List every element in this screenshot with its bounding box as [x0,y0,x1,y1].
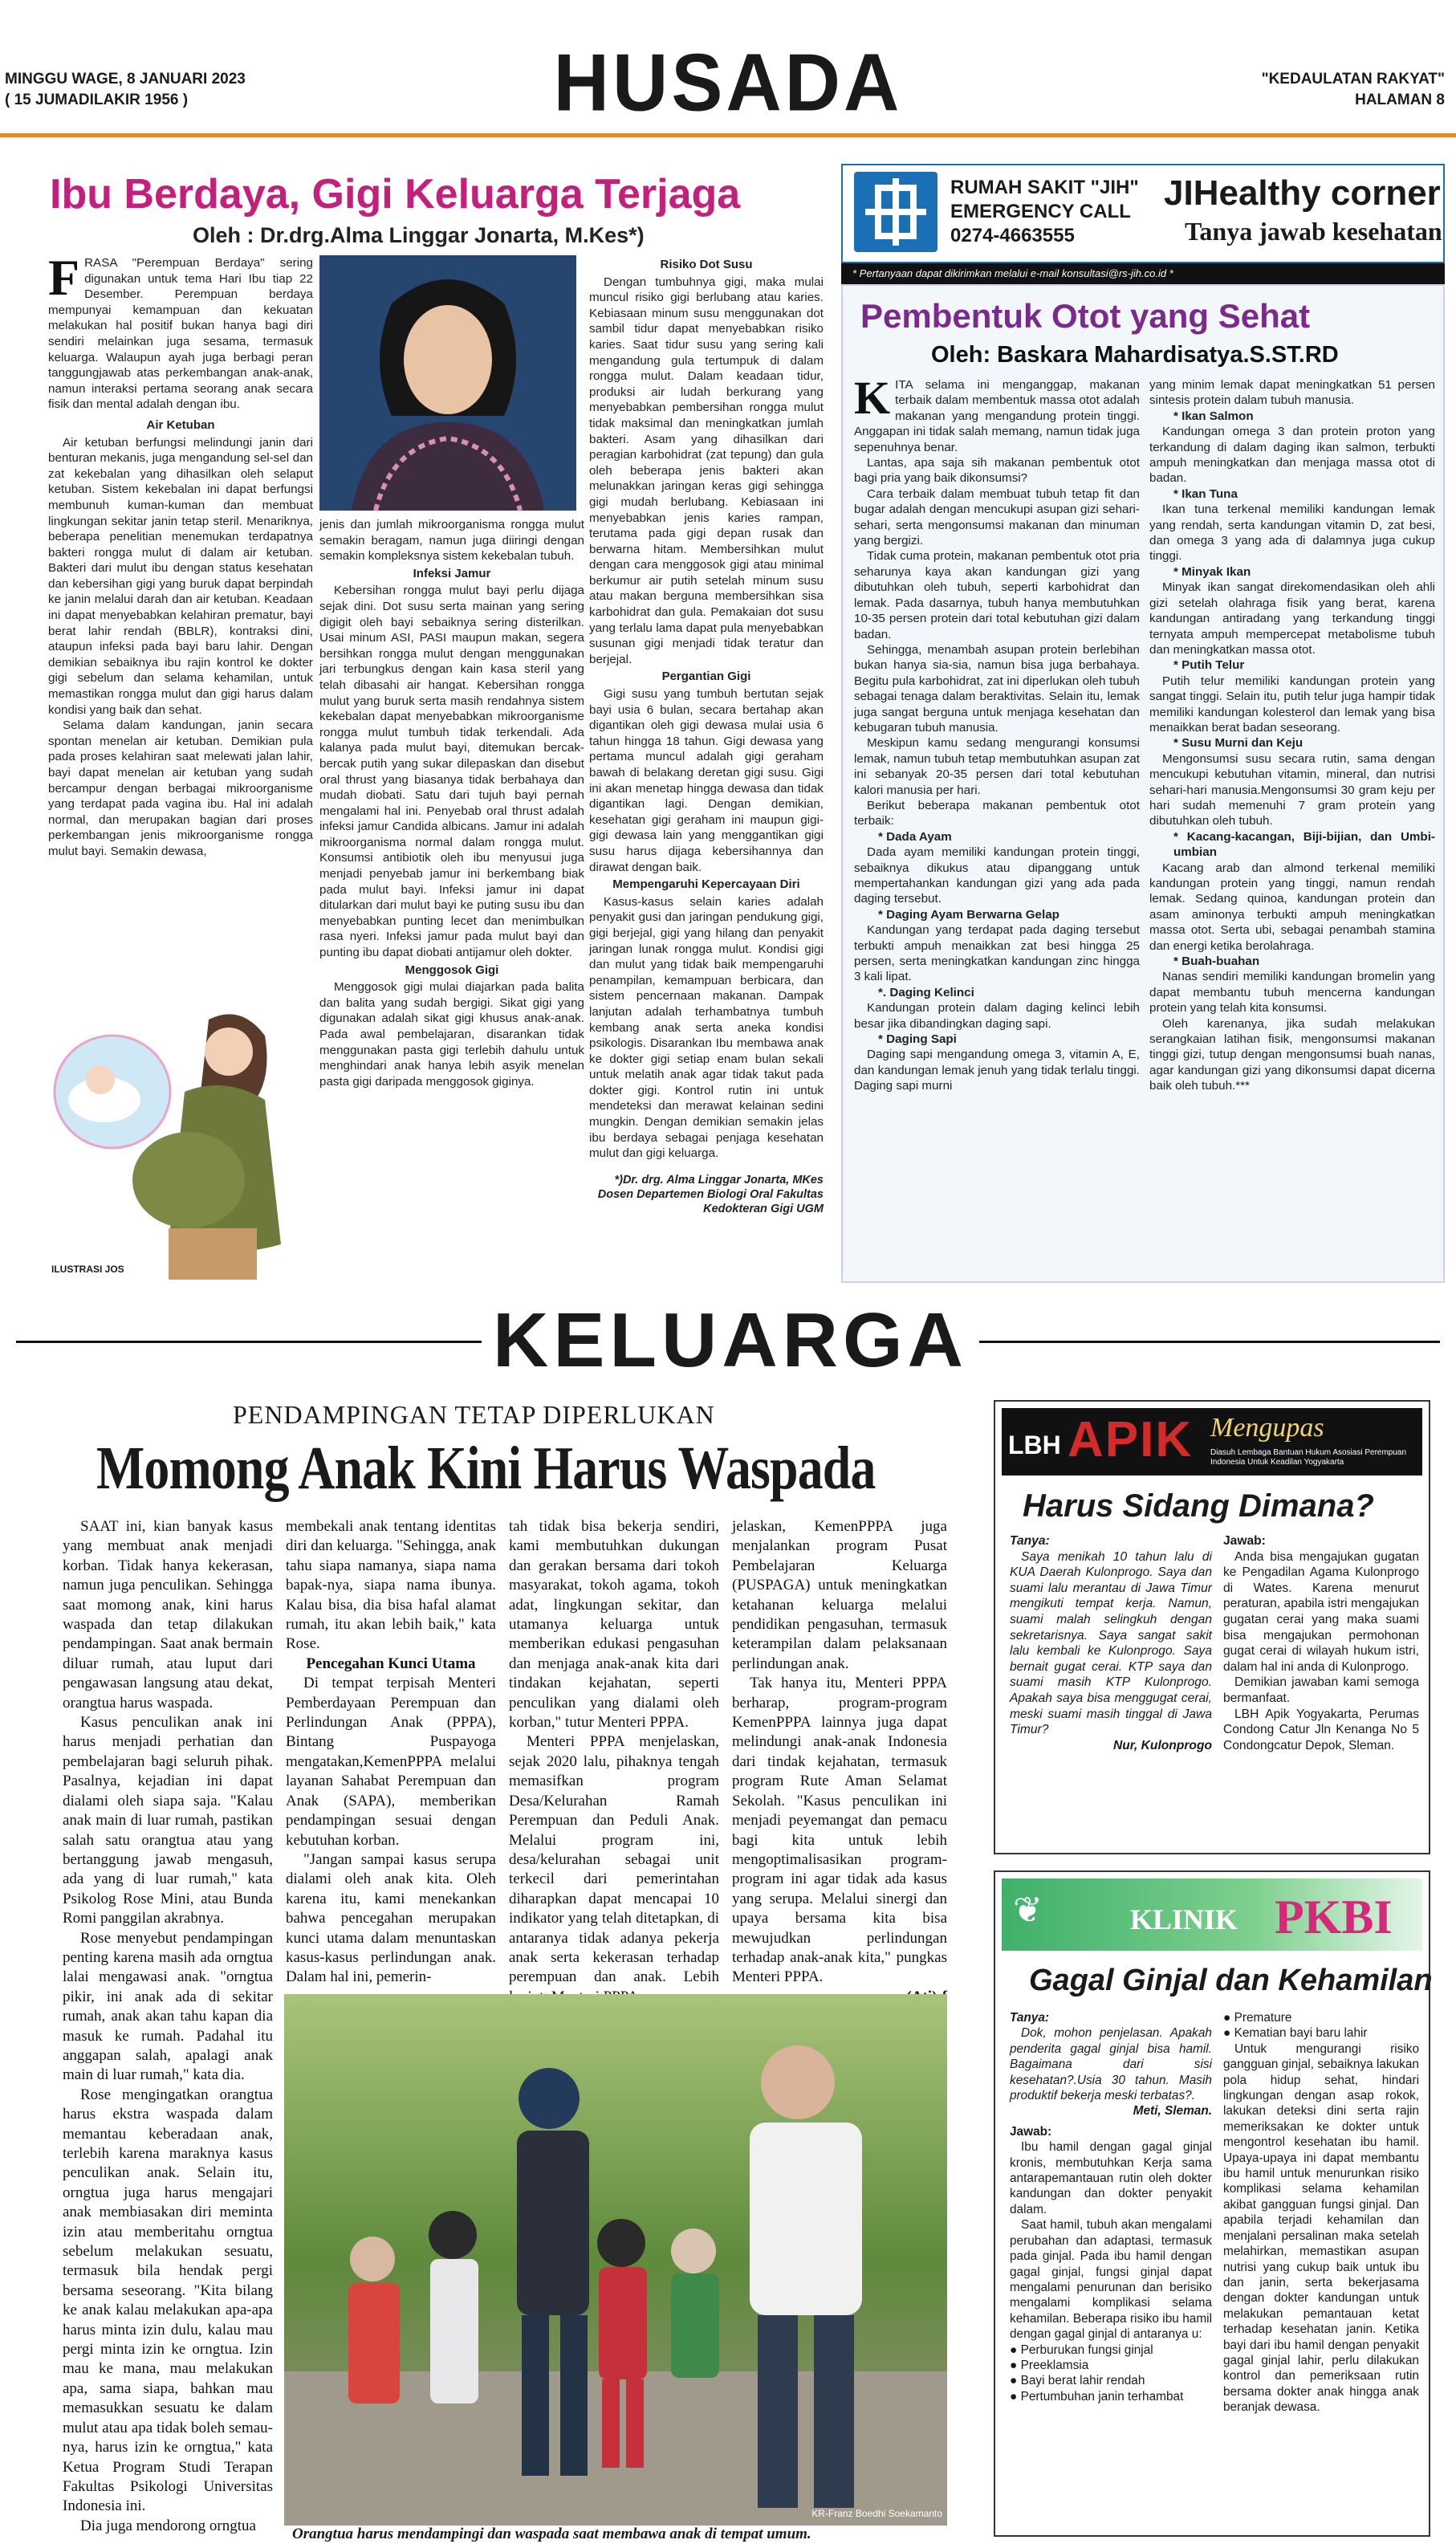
paragraph: Cara terbaik dalam membuat tubuh tetap fit dan bugar adalah dengan mencukupi asupan gizi sehari-sehari, serta mengonsumsi makanan dan minuman yang bergizi. [854,486,1140,548]
author-photo [319,255,576,511]
paragraph: yang minim lemak dapat meningkatkan 51 persen sintesis protein dalam tubuh manusia. [1149,378,1435,408]
jih-hospital-name: RUMAH SAKIT "JIH" [950,177,1139,198]
apik-question [1010,1533,1212,1846]
apik-logo: APIK [1068,1412,1194,1467]
paragraph: Air ketuban berfungsi melindungi janin dari benturan mekanis, juga mengandung sel-sel dan zat kekebalan yang dihasilkan oleh selaput ketuban. Sistem kekebalan ini dapat berfungsi membunuh kuman-kuman dan membuat lingkungan sekitar janin tetap steril. Menariknya, beberapa penelitian menemukan terdapatnya bakteri rongga mulut di dalam air ketuban. Bakteri dari mulut ibu dengan status kesehatan dan kebersihan gigi yang buruk dapat berpindah ke janin melalui darah dan air ketuban. Keadaan ini dapat menyebabkan kelahiran prematur, bayi berat lahir rendah (BBLR), kontraksi dini, ataupun infeksi pada bayi baru lahir. Dengan demikian sebaiknya ibu rajin kontrol ke dokter gigi sebelum dan selama kehamilan, untuk memastikan rongga mulut dan gigi harus dalam kondisi yang baik dan sehat. [48,435,313,717]
subhead: * Susu Murni dan Keju [1173,736,1303,751]
apik-asuhan: Diasuh Lembaga Bantuan Hukum Asosiasi Perempuan Indonesia Untuk Keadilan Yogyakarta [1210,1448,1407,1467]
subhead-dot-susu: Risiko Dot Susu [660,258,753,271]
section-title: KELUARGA [493,1297,968,1383]
jih-banner [841,164,1445,263]
keluarga-column-3 [509,1517,719,1988]
paragraph: Daging sapi mengandung omega 3, vitamin A, E, dan kandungan lemak jenuh yang tidak terlalu tinggi. Daging sapi murni [854,1048,1140,1093]
header [0,0,1456,143]
paragraph: membekali anak tentang identitas diri dan keluarga. "Sehingga, anak tahu siapa namanya, siapa nama bapak-nya, siapa nama ibunya. Kalau bisa, dia bisa hafal alamat rumah, itu akan lebih baik," kata Rose. [286,1518,496,1653]
subhead-menggosok-gigi: Menggosok Gigi [405,963,499,977]
lead-paragraph: RASA "Perempuan Berdaya" sering digunakan untuk tema Hari Ibu tiap 22 Desember. Perempuan berdaya mempunyai kemampuan dan kekuatan melakukan hal positif bukan hanya bagi diri sendiri melainkan juga sesama, termasuk keluarga. Walaupun ayah juga berbagi peran tanggungjawab atas perkembangan anak-anak, namun interaksi pertama seorang anak secara fisik dan mental adalah dengan ibu. [48,256,313,412]
answer-text: Anda bisa mengajukan gugatan ke Pengadilan Agama Kulonprogo di Wates. Karena menurut peraturan, apabila istri mengajukan gugatan cerai yang maka suami bisa mengajukan permohonan gugat cerai di wilayah hukum istri, dalam hal ini anda di Kulonprogo. [1223,1549,1419,1674]
subhead: * Kacang-kacangan, Biji-bijian, dan Umbi-umbian [1173,829,1435,860]
apik-answer [1223,1533,1419,1846]
bullet-item: ● Pertumbuhan janin terhambat [1010,2389,1184,2404]
pkbi-box [994,1870,1433,2537]
paragraph: Kandungan omega 3 dan protein proton yang terkandung di dalam daging ikan salmon, terbukti ampuh meningkatkan dan menjaga massa otot di badan. [1149,425,1435,486]
paragraph: Tidak cuma protein, makanan pembentuk otot pria seharunya kaya akan kandungan gizi yang dibutuhkan oleh tubuh, seperti karbohidrat dan lemak. Pada dasarnya, tubuh hanya membutuhkan 10-35 persen protein dari total kebutuhan gizi dalam badan. [854,549,1140,641]
drop-cap: K [854,372,891,424]
subhead: * Minyak Ikan [1173,564,1251,579]
photo-park-family [284,1994,947,2526]
subhead-pergantian-gigi: Pergantian Gigi [661,670,751,684]
subhead: * Dada Ayam [878,829,952,844]
question-text: Dok, mohon penjelasan. Apakah penderita gagal ginjal bisa hamil. Bagaimana dari sisi kesehatan?.Usia 30 tahun. Masih produktif bekerja meski terbatas?. [1010,2026,1212,2103]
section-divider-right [979,1341,1440,1343]
bullet-item: ● Kematian bayi baru lahir [1223,2026,1368,2041]
illustration-pregnant-mother [48,987,303,1280]
subhead: * Buah-buahan [1173,954,1260,969]
paragraph: Ikan tuna terkenal memiliki kandungan lemak yang rendah, serta kandungan vitamin D, zat besi, dan omega 3 yang ada di dalamnya juga cukup tinggi. [1149,503,1435,564]
subhead: * Daging Sapi [878,1032,957,1047]
pkbi-klinik: KLINIK [1130,1903,1238,1935]
paragraph: Menggosok gigi mulai diajarkan pada balita dan balita yang sudah bergigi. Sikat gigi yang digunakan adalah sikat gigi khusus anak-anak. Pada awal pembelajaran, disarankan tidak menggunakan pasta gigi terlebih dahulu untuk menghindari anak hanya lebih asyik menelan pasta gigi daripada menggosok giginya. [319,980,584,1089]
paragraph: ITA selama ini menganggap, makanan terbaik dalam membentuk massa otot adalah makanan yang mengandung protein tinggi. Anggapan ini tidak salah memang, namun tidak juga sepenuhnya benar. [854,378,1140,454]
paragraph: Gigi susu yang tumbuh bertutan sejak bayi usia 6 bulan, secara bertahap akan digantikan oleh gigi dewasa mulai usia 6 tahun hingga 18 tahun. Gigi dewasa yang pertama muncul adalah gigi geraham bawah di belakang deretan gigi susu. Gigi ini akan menetap hingga dewasa dan tidak digantikan lagi. Dengan demikian, kesehatan gigi geraham ini maupun gigi-gigi dewasa lain yang menggantikan gigi susu harus dijaga kebersihannya dan dirawat dengan baik. [589,687,824,874]
paragraph: Menteri PPPA menjelaskan, sejak 2020 lalu, pihaknya tengah memasifkan program Desa/Kelurahan Ramah Perempuan dan Peduli Anak. Melalui program ini, desa/kelurahan sebagai unit terkecil dari pemerintahan diharapkan dapat mencapai 10 indikator yang telah ditetapkan, di antaranya tidak adanya pekerja anak serta kekerasan terhadap perempuan dan anak. Lebih [509,1733,719,1986]
pkbi-column-2 [1223,2010,1419,2532]
keluarga-column-4 [732,1517,947,1988]
subhead: * Putih Telur [1173,658,1245,673]
question-label: Tanya: [1010,1534,1050,1548]
author-footnote: *)Dr. drg. Alma Linggar Jonarta, MKes Dosen Departemen Biologi Oral Fakultas Kedokteran Gigi UGM [597,1173,824,1215]
jih-byline: Oleh: Baskara Mahardisatya.S.ST.RD [931,342,1339,368]
article-column-1 [48,249,313,979]
pkbi-ornament-icon: ❦ [1013,1891,1043,1930]
bullet-item: ● Perburukan fungsi ginjal [1010,2342,1153,2357]
jih-health-corner [841,164,1445,1283]
jih-tagline: Tanya jawab kesehatan [1185,217,1442,246]
answer-text: Untuk mengurangi risiko gangguan ginjal, sebaiknya lakukan pola hidup sehat, hindari lingkungan dengan asap rokok, lakukan deteksi dini serta rajin memeriksakan ke dokter untuk mengontrol kesehatan ibu hamil. Upaya-upaya ini dapat membantu ibu hamil untuk menurunkan risiko komplikasi selama kehamilan akibat gangguan fungsi ginjal. Dan apabila terjadi kehamilan dan menjalani persalinan maka setelah melahirkan, memastikan asupan nutrisi yang cukup baik untuk ibu dan janin, serta bekerjasama dengan dokter kandungan untuk melakukan pemantauan ketat terhadap kesehatan janin. Ketika bayi dari ibu hamil dengan penyakit gagal ginjal lahir, perlu dilakukan kontrol dan pemeriksaan rutin bersama dokter anak hingga anak beranjak dewasa. [1223,2041,1419,2415]
issue-hijri: ( 15 JUMADILAKIR 1956 ) [5,92,189,108]
subhead-air-ketuban: Air Ketuban [146,417,215,432]
subhead: * Ikan Salmon [1173,409,1254,423]
paragraph: Kandungan yang terdapat pada daging tersebut terbukti ampuh menaikkan zat besi hingga 25 persen, serta meningkatkan kandungan zinc hingga 3 kali lipat. [854,923,1140,984]
issue-date: MINGGU WAGE, 8 JANUARI 2023 [5,71,246,88]
paragraph: Lantas, apa saja sih makanan pembentuk otot bagi pria yang baik dikonsumsi? [854,456,1140,486]
subhead-kepercayaan-diri: Mempengaruhi Kepercayaan Diri [612,877,800,892]
bullet-item: ● Preeklamsia [1010,2358,1089,2372]
paragraph: Di tempat terpisah Menteri Pemberdayaan Perempuan dan Perlindungan Anak (PPPA), Bintang Puspayoga mengatakan,KemenPPPA melalui layanan Sahabat Perempuan dan Anak (SAPA), memberikan pendampingan sesuai dengan kebutuhan korban. [286,1675,496,1849]
paper-name: "KEDAULATAN RAKYAT" [1261,71,1445,88]
answer-label: Jawab: [1010,2124,1052,2139]
paragraph: Dengan tumbuhnya gigi, maka mulai muncul risiko gigi berlubang atau karies. Kebiasaan minum susu menggunakan dot sambil tidur dapat menyebabkan risiko karies. Saat tidur susu yang sering kali mengandung gula tertumpuk di dalam rongga mulut. Dalam keadaan tidur, produksi air ludah berkurang yang menyebabkan pembersihan rongga mulut tidak maksimal dan meningkatkan jumlah bakteri. Asam yang dihasilkan dari peragian karbohidrat (zat tepung) dan gula oleh beberapa jenis bakteri akan melunakkan jaringan keras gigi sehingga gigi mudah berlubang. Kebiasaan ini menyebabkan jenis karies rampan, terutama pada gigi depan rusak dan berwarna hitam. Membersihkan mulut dengan cara menggosok gigi atau minimal berkumur air putih setelah minum susu atau makan berguna membersihkan sisa karbohidrat dan gula. Pemakaian dot susu yang terlalu lama dapat pula menyebabkan susunan gigi menjadi tidak teratur dan berjejal. [589,275,824,666]
paragraph: Kebersihan rongga mulut bayi perlu dijaga sejak dini. Dot susu serta mainan yang sering digigit oleh bayi sebaiknya sering disterilkan. Usai minum ASI, PASI maupun makan, segera bersihkan rongga mulut dengan menggunakan jari terbungkus dengan kain kasa steril yang telah dibasahi air hangat. Kebersihan rongga mulut yang buruk serta masih rendahnya sistem kekebalan dapat menyebabkan mikroorganisme rongga mulut tumbuh tidak terkendali. Ada kalanya pada mulut bayi, ditemukan bercak-bercak putih yang sukar dilepaskan dan disebut oral thrust yang biasanya tidak berbahaya dan mudah diobati. Satu dari tujuh bayi pernah mengalami hal ini. Penyebab oral thrust adalah infeksi jamur Candida albicans. Jamur ini adalah mikroorganisma normal dalam rongga mulut. Konsumsi antibiotik oleh ibu menyusui juga menjadi penyebab jamur ini berkembang biak pada mulut bayi. Infeksi jamur ini dapat ditularkan dari mulut bayi ke puting susu ibu dan menyebabkan punting lecet dan menimbulkan rasa nyeri. Infeksi jamur pada mulut bayi dan punting ibu dapat diobati antijamur oleh dokter. [319,584,584,960]
paragraph: Nanas sendiri memiliki kandungan bromelin yang dapat membantu tubuh mencerna kandungan protein yang telah kita konsumsi. [1149,970,1435,1016]
paragraph: jenis dan jumlah mikroorganisma rongga mulut semakin beragam, namun juga diiringi dengan semakin kompleksnya sistem kekebalan tubuh. [319,518,584,564]
subhead: *. Daging Kelinci [878,985,974,999]
paragraph: jelaskan, KemenPPPA juga menjalankan program Pusat Pembelajaran Keluarga (PUSPAGA) untuk meningkatkan ketahanan keluarga melalui pendidikan pengasuhan, termasuk keterampilan dalam pelaksanaan perlindungan anak. [732,1518,947,1672]
article-title: Ibu Berdaya, Gigi Keluarga Terjaga [50,171,741,218]
keluarga-column-1 [63,1517,273,2535]
paragraph: Dia juga mendorong orngtua [80,2517,256,2534]
author-portrait [319,255,576,511]
header-rule [0,133,1456,137]
paragraph: Minyak ikan sangat direkomendasikan oleh ahli gizi setelah olahraga fisik yang berat, karena kandungan antiradang yang terkandung tinggi ternyata ampuh mempercepat metabolisme tubuh dan meningkatkan massa otot. [1149,580,1435,657]
answer-label: Jawab: [1223,1534,1266,1548]
subhead: * Ikan Tuna [1173,486,1238,501]
pkbi-banner [1002,1878,1422,1951]
answer-text: Saat hamil, tubuh akan mengalami perubahan dan adaptasi, termasuk pada ginjal. Pada ibu hamil dengan gagal ginjal, fungsi ginjal dapat mengalami penurunan dan berisiko mengalami komplikasi selama kehamilan. Beberapa risiko ibu hamil dengan gagal ginjal di antaranya u: [1010,2218,1212,2342]
jih-note-bar: * Pertanyaan dapat dikirimkan melalui e-mail konsultasi@rs-jih.co.id * [841,263,1445,284]
paragraph: Mengonsumsi susu secara rutin, sama dengan mencukupi kebutuhan vitamin, mineral, dan nutrisi sehari-hari manusia.Mengonsumsi 30 gram keju per hari sudah memenuhi 7 gram protein yang dibutuhkan oleh tubuh. [1149,751,1435,828]
paragraph: Selama dalam kandungan, janin secara spontan menelan air ketuban. Demikian pula pada proses kelahiran saat melewati jalan lahir, bayi dapat menelan air ketuban yang sudah bercampur dengan berbagai mikroorganisme yang terdapat pada vagina ibu. Hal ini adalah normal, dan merupakan bagian dari proses perkembangan jenis mikroorganisme rongga mulut bayi. Semakin dewasa, [48,718,313,858]
paragraph: Meskipun kamu sedang mengurangi konsumsi lemak, namun tubuh tetap membutuhkan asupan zat ini sebanyak 20-35 persen dari total kebutuhan kalori manusia per hari. [854,736,1140,797]
illustration-image [48,987,303,1280]
news-photo [284,1994,947,2526]
answer-text: Demikian jawaban kami semoga bermanfaat. [1223,1675,1419,1705]
paragraph: Tak hanya itu, Menteri PPPA berharap, program-program KemenPPPA lainnya juga dapat melindungi anak-anak Indonesia dari tindak kejahatan, termasuk program Rute Aman Selamat Sekolah. "Kasus penculikan ini menjadi peyemangat dan pemacu bagi kita untuk lebih mengoptimalisasikan program-program ini agar tidak ada kasus yang serupa. Melalui sinergi dan upaya bersama kita bisa mewujudkan perlindungan terhadap anak-anak kita," pungkas Menteri PPPA. [732,1675,947,1986]
subhead-infeksi-jamur: Infeksi Jamur [413,566,491,580]
paragraph: Dada ayam memiliki kandungan protein tinggi, sebaiknya dikukus atau dipanggang untuk mempertahankan kandungan gizi yang ada pada daging tersebut. [854,845,1140,906]
bullet-item: ● Premature [1223,2011,1292,2025]
paragraph: tah tidak bisa bekerja sendiri, kami membutuhkan dukungan dan gerakan bersama dari tokoh masyarakat, tokoh agama, tokoh adat, lingkungan sekitar, dan utamanya keluarga untuk memberikan edukasi pengasuhan dan menjaga anak-anak kita dari tindakan kejahatan, seperti penculikan yang dialami oleh korban," tutur Menteri PPPA. [509,1518,719,1732]
apik-mengupas: Mengupas [1210,1413,1324,1443]
paragraph: "Jangan sampai kasus serupa dialami oleh anak kita. Oleh karena itu, kami menekankan bahwa pencegahan merupakan kunci utama dalam menuntaskan kasus-kasus perlindungan anak. Dalam hal ini, pemerin- [286,1850,496,1986]
article-kicker: PENDAMPINGAN TETAP DIPERLUKAN [233,1400,715,1429]
jih-logo-icon [854,172,937,252]
paragraph: Kacang arab dan almond terkenal memiliki kandungan protein yang tinggi, namun rendah lemak. Sedang quinoa, kandungan protein dan asam aminonya terbukti ampuh meningkatkan massa otot. Serta ubi, sebagai penambah stamina dan energi ketika berolahraga. [1149,861,1435,953]
answer-address: LBH Apik Yogyakarta, Perumas Condong Catur Jln Kenanga No 5 Condongcatur Depok, Sleman. [1223,1707,1419,1752]
paragraph: Kandungan protein dalam daging kelinci lebih besar jika dibandingkan daging sapi. [854,1001,1140,1031]
photo-caption: Orangtua harus mendampingi dan waspada saat membawa anak di tempat umum. [292,2526,811,2542]
article-column-2 [319,517,584,1180]
answer-text: Ibu hamil dengan gagal ginjal kronis, membutuhkan Kerja sama antarapemantauan rutin oleh dokter kandungan dan dokter penyakit dalam. [1010,2140,1212,2216]
apik-banner [1002,1408,1422,1475]
illustration-caption: ILUSTRASI JOS [51,1264,124,1275]
paragraph: Rose mengingatkan orangtua harus ekstra waspada dalam memantau keberadaan anak, terlebih karena maraknya kasus penculikan anak. Selain itu, orngtua juga harus mengajari anak membiasakan diri meminta izin atau memberitahu orngtua sebelum melakukan sesuatu, termasuk bila hendak pergi bersama seseorang. "Kita bilang ke anak kalau melakukan apa-apa harus minta izin dulu, kalau mau pergi minta izin ke orngtua. Izin mau ke mana, mau melakukan apa, sama siapa, bahkan mau memasukkan sesuatu ke dalam mulut atau apa tidak boleh semau-nya, harus izin ke orngtua," kata Ketua Program Studi Terapan Fakultas Psikologi Universitas Indonesia ini. [63,2086,273,2515]
paragraph: Putih telur memiliki kandungan protein yang sangat tinggi. Selain itu, putih telur juga hampir tidak memiliki kandungan kolesterol dan lemak yang bisa menaikkan berat badan seseorang. [1149,674,1435,735]
question-text: Saya menikah 10 tahun lalu di KUA Daerah Kulonprogo. Saya dan suami lalu merantau di Jawa Timur mengikuti tempat kerja. Namun, suami malah selingkuh dengan sekretarisnya. Saya sangat sakit lalu kembali ke Kulonprogo. Saya bernait gugat cerai. KTP saya dan suami masih KTP Kulonprogo. Apakah saya bisa menggugat cerai, meski suami masih tinggal di Jawa Timur? [1010,1549,1212,1737]
article-byline: Oleh : Dr.drg.Alma Linggar Jonarta, M.Kes*) [193,223,645,247]
jih-brand: JIHealthy corner [1164,173,1441,213]
apik-title: Harus Sidang Dimana? [1023,1488,1374,1524]
pkbi-title: Gagal Ginjal dan Kehamilan [1029,1964,1433,1997]
paragraph: Sehingga, menambah asupan protein berlebihan bukan hanya sia-sia, namun bisa juga berbahaya. Begitu pula karbohidrat, zat ini diperlukan oleh tubuh sebagai tenaga dalam beraktivitas. Selain itu, lemak juga sangat berguna untuk menjaga kesehatan dan kebugaran tubuh manusia. [854,642,1140,735]
masthead: HUSADA [553,38,903,128]
pkbi-logo: PKBI [1275,1891,1393,1944]
jih-column-2 [1149,377,1435,1275]
jih-title: Pembentuk Otot yang Sehat [860,297,1311,335]
keluarga-column-2 [286,1517,496,1988]
paragraph: Berikut beberapa makanan pembentuk otot terbaik: [854,798,1140,828]
subhead-pencegahan: Pencegahan Kunci Utama [306,1655,476,1672]
jih-phone: 0274-4663555 [950,225,1075,246]
jih-emergency-label: EMERGENCY CALL [950,201,1131,222]
paragraph: Oleh karenanya, jika sudah melakukan serangkaian latihan fisik, mengonsumsi makanan tinggi gizi, tutup dengan mengonsumsi buah nanas, agar kandungan gizi yang dikonsumsi dapat dicerna baik oleh tubuh.*** [1149,1016,1435,1093]
bullet-item: ● Bayi berat lahir rendah [1010,2374,1145,2388]
article-column-3 [589,255,824,1265]
section-divider-left [16,1341,482,1343]
paragraph: SAAT ini, kian banyak kasus yang membuat anak menjadi korban. Tidak hanya kekerasan, namun juga penculikan. Sehingga saat momong anak, kini harus waspada dan tetap dilakukan pendampingan. Saat anak bermain diluar rumah, atau luput dari pengawasan langsung atau dekat, orangtua harus waspada. [63,1518,273,1712]
article-gigi [0,143,827,1283]
subhead: * Daging Ayam Berwarna Gelap [878,907,1059,922]
apik-box [994,1400,1430,1854]
question-asker: Meti, Sleman. [1133,2104,1212,2119]
paragraph: Kasus penculikan anak ini harus menjadi perhatian dan pembelajaran bagi seluruh pihak. Pasalnya, kejadian ini dapat dialami oleh siapa saja. "Kalau anak main di luar rumah, pastikan salah satu orangtua atau yang bertanggung jawab mengasuh, ada yang di luar rumah," kata Psikolog Rose Mini, atau Bunda Romi panggilan akrabnya. [63,1714,273,1927]
jih-column-1 [854,372,1140,1275]
page-number: HALAMAN 8 [1355,92,1445,108]
article-headline: Momong Anak Kini Harus Waspada [96,1435,876,1502]
paragraph: Kasus-kasus selain karies adalah penyakit gusi dan jaringan pendukung gigi, gigi berjejal, gigi yang hilang dan penyakit jaringan lunak rongga mulut. Kondisi gigi dan mulut yang tidak baik mempengaruhi penampilan, kemampuan berbicara, dan sistem pencernaan makanan. Dampak lanjutan adalah terhambatnya tumbuh kembang anak serta aneka kondisi psikologis. Disarankan Ibu membawa anak ke dokter gigi setiap enam bulan sekali untuk melatih anak agar tidak takut pada dokter gigi. Kontrol rutin ini untuk mendeteksi dan merawat kelainan sedini mungkin. Dengan demikian semakin jelas ibu berdaya sebagai penjaga kesehatan mulut dan gigi keluarga. [589,894,824,1161]
jih-content [841,284,1445,1283]
paragraph: Rose menyebut pendampingan penting karena masih ada orngtua lalai mengawasi anak. "orngtua pikir, ini anak ada di sekitar rumah, anak akan tahu kapan dia masuk ke rumah. Padahal itu anggapan salah, apalagi anak main di luar rumah," kata dia. [63,1929,273,2084]
question-label: Tanya: [1010,2011,1050,2025]
pkbi-column-1 [1010,2010,1212,2532]
apik-lbh: LBH [1008,1431,1061,1459]
question-asker: Nur, Kulonprogo [1113,1738,1212,1752]
drop-cap: F [48,249,80,306]
photo-credit: KR-Franz Boedhi Soekamanto [811,2508,942,2519]
